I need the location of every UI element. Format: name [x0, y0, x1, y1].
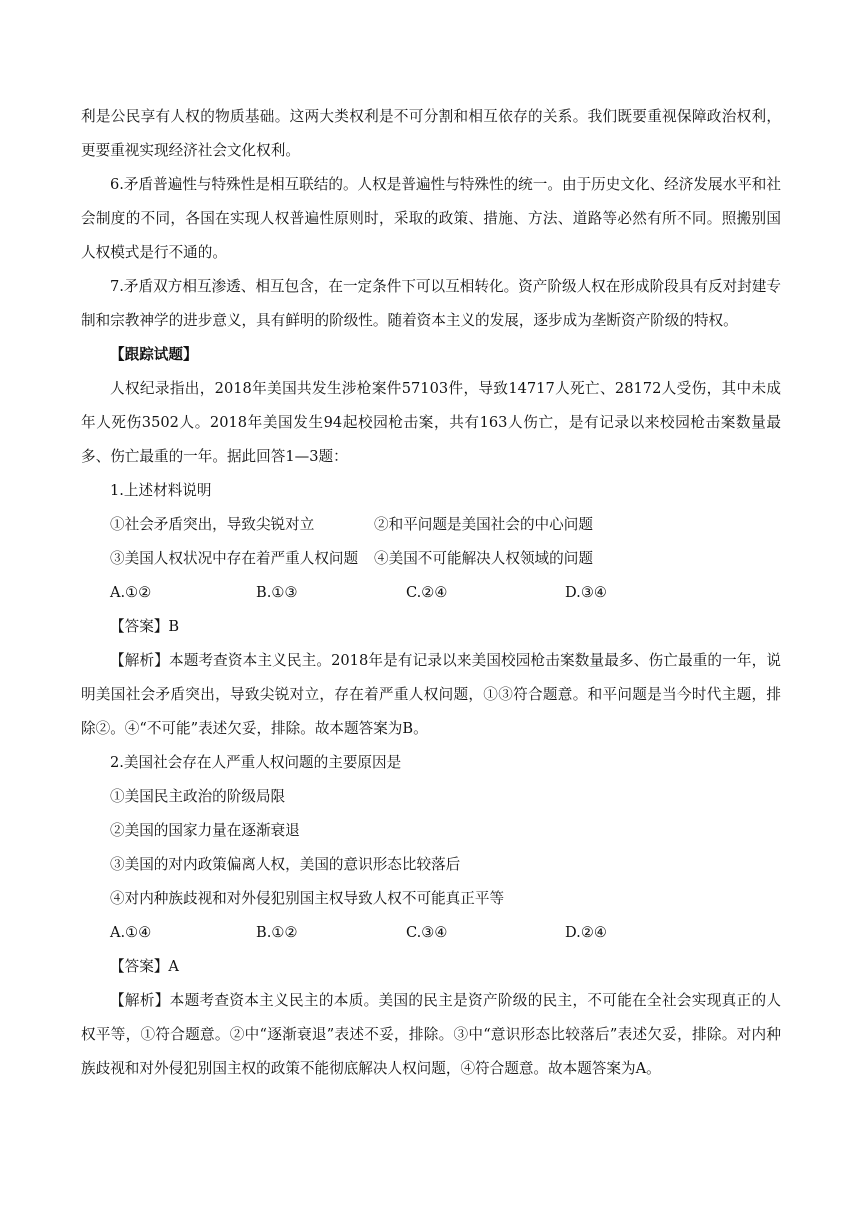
- question-1-option-2: ②和平问题是美国社会的中心问题: [374, 516, 593, 533]
- question-1-option-3: ③美国人权状况中存在着严重人权问题: [110, 550, 359, 567]
- question-2: [81, 746, 781, 1086]
- intro-paragraph: 利是公民享有人权的物质基础。这两大类权利是不可分割和相互依存的关系。我们既要重视保障政治权利，更要重视实现经济社会文化权利。: [81, 108, 781, 159]
- question-2-answer: 【答案】A: [110, 958, 179, 975]
- question-1: [81, 474, 781, 746]
- question-1-options-row-2: [81, 542, 781, 576]
- question-1-choice-a: A.①②: [110, 584, 152, 601]
- question-1-analysis: 【解析】本题考查资本主义民主。2018年是有记录以来美国校园枪击案数量最多、伤亡最重的一年，说明美国社会矛盾突出，导致尖锐对立，存在着严重人权问题，①③符合题意。和平问题是当今时代主题，排除②。④“不可能”表述欠妥，排除。故本题答案为B。: [81, 652, 781, 737]
- question-1-option-4: ④美国不可能解决人权领域的问题: [374, 550, 593, 567]
- question-1-choice-c: C.②④: [406, 584, 448, 601]
- question-2-choice-c: C.③④: [406, 924, 448, 941]
- document-page: [81, 100, 781, 1086]
- question-2-option-1: ①美国民主政治的阶级局限: [110, 788, 286, 805]
- material-paragraph: 人权纪录指出，2018年美国共发生涉枪案件57103件，导致14717人死亡、28172人受伤，其中未成年人死伤3502人。2018年美国发生94起校园枪击案，共有163人伤亡，是有记录以来校园枪击案数量最多、伤亡最重的一年。据此回答1—3题：: [81, 380, 781, 465]
- question-2-option-2: ②美国的国家力量在逐渐衰退: [110, 822, 300, 839]
- point-7-paragraph: 7.矛盾双方相互渗透、相互包含，在一定条件下可以互相转化。资产阶级人权在形成阶段具有反对封建专制和宗教神学的进步意义，具有鲜明的阶级性。随着资本主义的发展，逐步成为垄断资产阶级的特权。: [81, 278, 781, 329]
- question-1-options-row-1: [81, 508, 781, 542]
- question-1-option-1: ①社会矛盾突出，导致尖锐对立: [110, 516, 315, 533]
- question-2-choice-d: D.②④: [565, 924, 607, 941]
- question-2-option-4: ④对内种族歧视和对外侵犯别国主权导致人权不可能真正平等: [110, 890, 505, 907]
- question-2-stem: 2.美国社会存在人严重人权问题的主要原因是: [110, 754, 402, 771]
- question-2-analysis: 【解析】本题考查资本主义民主的本质。美国的民主是资产阶级的民主，不可能在全社会实现真正的人权平等，①符合题意。②中“逐渐衰退”表述不妥，排除。③中“意识形态比较落后”表述欠妥，排除。对内种族歧视和对外侵犯别国主权的政策不能彻底解决人权问题，④符合题意。故本题答案为A。: [81, 992, 781, 1077]
- question-1-choice-b: B.①③: [256, 584, 298, 601]
- question-2-option-3: ③美国的对内政策偏离人权，美国的意识形态比较落后: [110, 856, 461, 873]
- question-1-answer: 【答案】B: [110, 618, 180, 635]
- question-2-choice-b: B.①②: [256, 924, 298, 941]
- question-1-choice-d: D.③④: [565, 584, 607, 601]
- section-heading: 【跟踪试题】: [110, 346, 198, 363]
- question-1-stem: 1.上述材料说明: [110, 482, 212, 499]
- point-6-paragraph: 6.矛盾普遍性与特殊性是相互联结的。人权是普遍性与特殊性的统一。由于历史文化、经济发展水平和社会制度的不同，各国在实现人权普遍性原则时，采取的政策、措施、方法、道路等必然有所不同。照搬别国人权模式是行不通的。: [81, 176, 781, 261]
- question-2-choices: [81, 916, 781, 950]
- question-1-choices: [81, 576, 781, 610]
- question-2-choice-a: A.①④: [110, 924, 152, 941]
